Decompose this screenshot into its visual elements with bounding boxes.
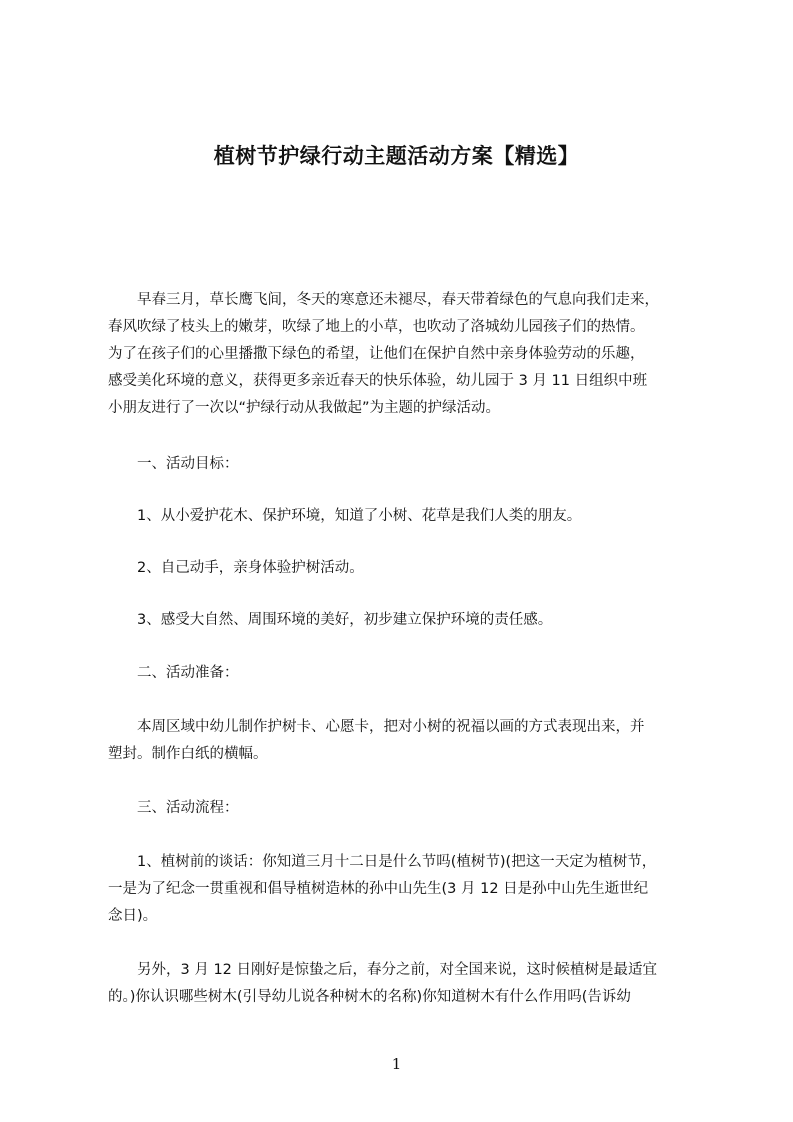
paragraph-line: 1、植树前的谈话：你知道三月十二日是什么节吗(植树节)(把这一天定为植树节，: [108, 854, 657, 870]
paragraph-line: 塑封。制作白纸的横幅。: [108, 746, 268, 762]
paragraph-line: 春风吹绿了枝头上的嫩芽，吹绿了地上的小草，也吹动了洛城幼儿园孩子们的热情。: [108, 319, 645, 335]
paragraph-line: 另外，3 月 12 日刚好是惊蛰之后，春分之前，对全国来说，这时候植树是最适宜: [108, 962, 658, 978]
paragraph-line: 的。)你认识哪些树木(引导幼儿说各种树木的名称)你知道树木有什么作用吗(告诉幼: [108, 989, 631, 1005]
list-item: 3、感受大自然、周围环境的美好，初步建立保护环境的责任感。: [108, 612, 553, 628]
paragraph-line: 念日)。: [108, 908, 158, 924]
section-heading: 三、活动流程：: [108, 800, 239, 816]
page-number: 1: [391, 1055, 402, 1073]
list-item: 1、从小爱护花木、保护环境，知道了小树、花草是我们人类的朋友。: [108, 508, 582, 524]
list-item: 2、自己动手，亲身体验护树活动。: [108, 560, 364, 576]
paragraph-line: 早春三月，草长鹰飞间，冬天的寒意还未褪尽，春天带着绿色的气息向我们走来，: [108, 292, 659, 308]
paragraph-line: 为了在孩子们的心里播撒下绿色的希望，让他们在保护自然中亲身体验劳动的乐趣，: [108, 346, 645, 362]
paragraph-line: 本周区域中幼儿制作护树卡、心愿卡，把对小树的祝福以画的方式表现出来，并: [108, 719, 645, 735]
paragraph-line: 感受美化环境的意义，获得更多亲近春天的快乐体验，幼儿园于 3 月 11 日组织中班: [108, 373, 648, 389]
section-heading: 一、活动目标：: [108, 456, 239, 472]
paragraph-line: 一是为了纪念一贯重视和倡导植树造林的孙中山先生(3 月 12 日是孙中山先生逝世纪: [108, 881, 649, 897]
section-heading: 二、活动准备：: [108, 665, 239, 681]
paragraph-line: 小朋友进行了一次以“护绿行动从我做起”为主题的护绿活动。: [108, 400, 501, 416]
document-title: 植树节护绿行动主题活动方案【精选】: [213, 144, 580, 168]
